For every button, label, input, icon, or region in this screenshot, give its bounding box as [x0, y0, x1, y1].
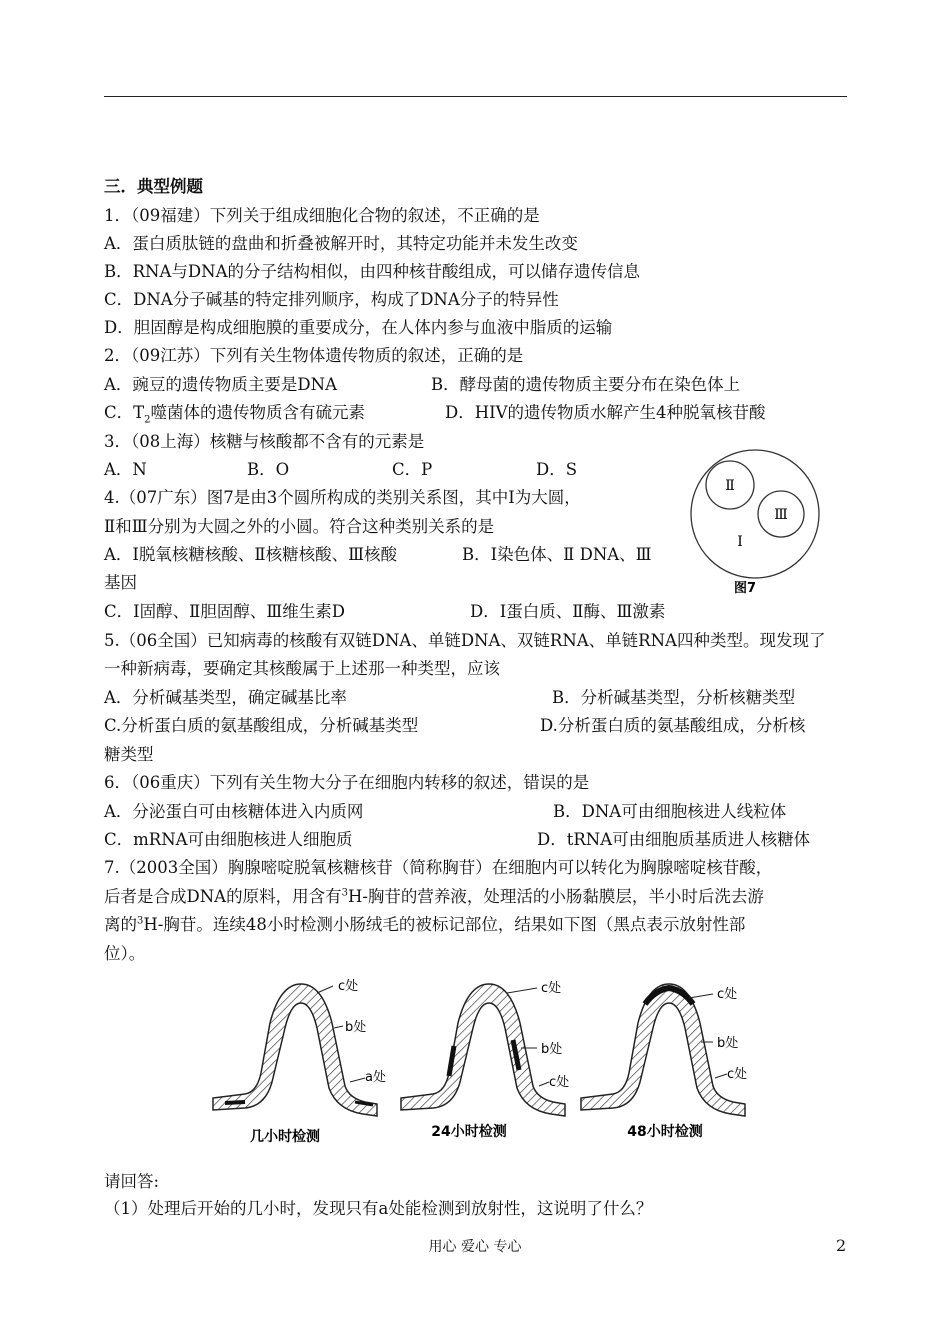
- panel-2-caption: 24小时检测: [431, 1124, 507, 1140]
- q4-option-d: D．Ⅰ蛋白质、Ⅱ酶、Ⅲ激素: [470, 602, 666, 621]
- figure-7-circles: [680, 448, 830, 598]
- q5-option-c: C.分析蛋白质的氨基酸组成，分析碱基类型: [104, 716, 419, 735]
- q2-stem: 2．（09江苏）下列有关生物体遗传物质的叙述，正确的是: [104, 346, 524, 365]
- q6-option-c: C．mRNA可由细胞核进人细胞质: [104, 830, 353, 849]
- villus-panel-1: [213, 978, 386, 1145]
- q5-option-b: B．分析碱基类型，分析核糖类型: [552, 688, 796, 707]
- label-big: Ⅰ: [737, 534, 743, 550]
- q4-option-c: C．Ⅰ固醇、Ⅱ胆固醇、Ⅲ维生素D: [104, 602, 345, 621]
- panel-3-label-c: c处: [717, 987, 738, 1002]
- figure-caption: 图7: [733, 581, 757, 596]
- panel-3-label-c2: c处: [727, 1067, 748, 1082]
- q1-option-b: B．RNA与DNA的分子结构相似，由四种核苷酸组成，可以储存遗传信息: [104, 262, 640, 281]
- panel-2-label-b: b处: [541, 1042, 563, 1057]
- panel-1-label-a: a处: [365, 1070, 386, 1085]
- q3-option-a: A．N: [104, 460, 147, 479]
- q3-option-d: D．S: [536, 460, 578, 479]
- q6-option-b: B．DNA可由细胞核进人线粒体: [553, 802, 787, 821]
- q6-option-a: A．分泌蛋白可由核糖体进入内质网: [104, 802, 364, 821]
- footer-text: 用心 爱心 专心: [428, 1239, 522, 1255]
- villus-panel-3: [581, 984, 747, 1140]
- q2-option-a: A．豌豆的遗传物质主要是DNA: [104, 375, 337, 394]
- panel-2-label-c: c处: [541, 981, 562, 996]
- q4-option-b: B．Ⅰ染色体、Ⅱ DNA、Ⅲ: [462, 545, 652, 564]
- panel-3-caption: 48小时检测: [627, 1124, 703, 1140]
- q7-line4: 位）。: [104, 944, 146, 963]
- villus-figure: [205, 978, 760, 1148]
- q7-line3: 离的$^3$H-胸苷。连续48小时检测小肠绒毛的被标记部位，结果如下图（黑点表示放射性部: [104, 915, 746, 934]
- panel-1-label-b: b处: [345, 1020, 367, 1035]
- q4-option-b-cont: 基因: [104, 573, 137, 592]
- section-title: 三．典型例题: [104, 177, 203, 196]
- panel-1-caption: 几小时检测: [250, 1129, 320, 1145]
- q1-option-d: D．胆固醇是构成细胞膜的重要成分，在人体内参与血液中脂质的运输: [104, 318, 613, 337]
- q1-option-c: C．DNA分子碱基的特定排列顺序，构成了DNA分子的特异性: [104, 290, 559, 309]
- q2-option-b: B．酵母菌的遗传物质主要分布在染色体上: [431, 375, 741, 394]
- q7-line1: 7.（2003全国）胸腺嘧啶脱氧核糖核苷（简称胸苷）在细胞内可以转化为胸腺嘧啶核苷酸，: [104, 858, 773, 877]
- q7-subquestion-1: （1）处理后开始的几小时，发现只有a处能检测到放射性，这说明了什么？: [104, 1199, 653, 1218]
- q1-option-a: A．蛋白质肽链的盘曲和折叠被解开时，其特定功能并未发生改变: [104, 234, 578, 253]
- q7-line2: 后者是合成DNA的原料，用含有$^3$H-胸苷的营养液，处理活的小肠黏膜层，半小时后洗去游: [104, 887, 764, 906]
- page-number: 2: [836, 1236, 847, 1255]
- q3-stem: 3．（08上海）核糖与核酸都不含有的元素是: [104, 432, 425, 451]
- q4-stem-line1: 4.（07广东）图7是由3个圆所构成的类别关系图，其中Ⅰ为大圆，: [104, 488, 581, 507]
- q6-option-d: D．tRNA可由细胞质基质进人核糖体: [537, 830, 811, 849]
- q2-option-c: C．$T_2$噬菌体的遗传物质含有硫元素: [104, 403, 366, 426]
- panel-3-label-b: b处: [717, 1036, 739, 1051]
- header-rule: [104, 96, 847, 97]
- q5-stem-line2: 一种新病毒，要确定其核酸属于上述那一种类型，应该: [104, 659, 500, 678]
- q5-option-d-cont: 糖类型: [104, 745, 154, 764]
- q3-option-c: C．P: [392, 460, 433, 479]
- villus-panel-2: [401, 980, 569, 1140]
- label-small-1: Ⅱ: [725, 478, 735, 494]
- q3-option-b: B．O: [247, 460, 290, 479]
- panel-2-label-c2: c处: [549, 1075, 570, 1090]
- q5-stem-line1: 5.（06全国）已知病毒的核酸有双链DNA、单链DNA、双链RNA、单链RNA四种类型。现发现了: [104, 631, 826, 650]
- q5-option-d: D.分析蛋白质的氨基酸组成，分析核: [540, 716, 806, 735]
- q6-stem: 6．（06重庆）下列有关生物大分子在细胞内转移的叙述，错误的是: [104, 773, 590, 792]
- q4-option-a: A．Ⅰ脱氧核糖核酸、Ⅱ核糖核酸、Ⅲ核酸: [104, 545, 398, 564]
- q2-option-d: D．HIV的遗传物质水解产生4种脱氧核苷酸: [445, 403, 766, 422]
- q7-prompt: 请回答:: [104, 1172, 160, 1191]
- q1-stem: 1．（09福建）下列关于组成细胞化合物的叙述，不正确的是: [104, 206, 540, 225]
- q4-stem-line2: Ⅱ和Ⅲ分别为大圆之外的小圆。符合这种类别关系的是: [104, 517, 495, 536]
- q5-option-a: A．分析碱基类型，确定碱基比率: [104, 688, 347, 707]
- label-small-2: Ⅲ: [774, 507, 788, 523]
- panel-1-label-c: c处: [338, 979, 359, 994]
